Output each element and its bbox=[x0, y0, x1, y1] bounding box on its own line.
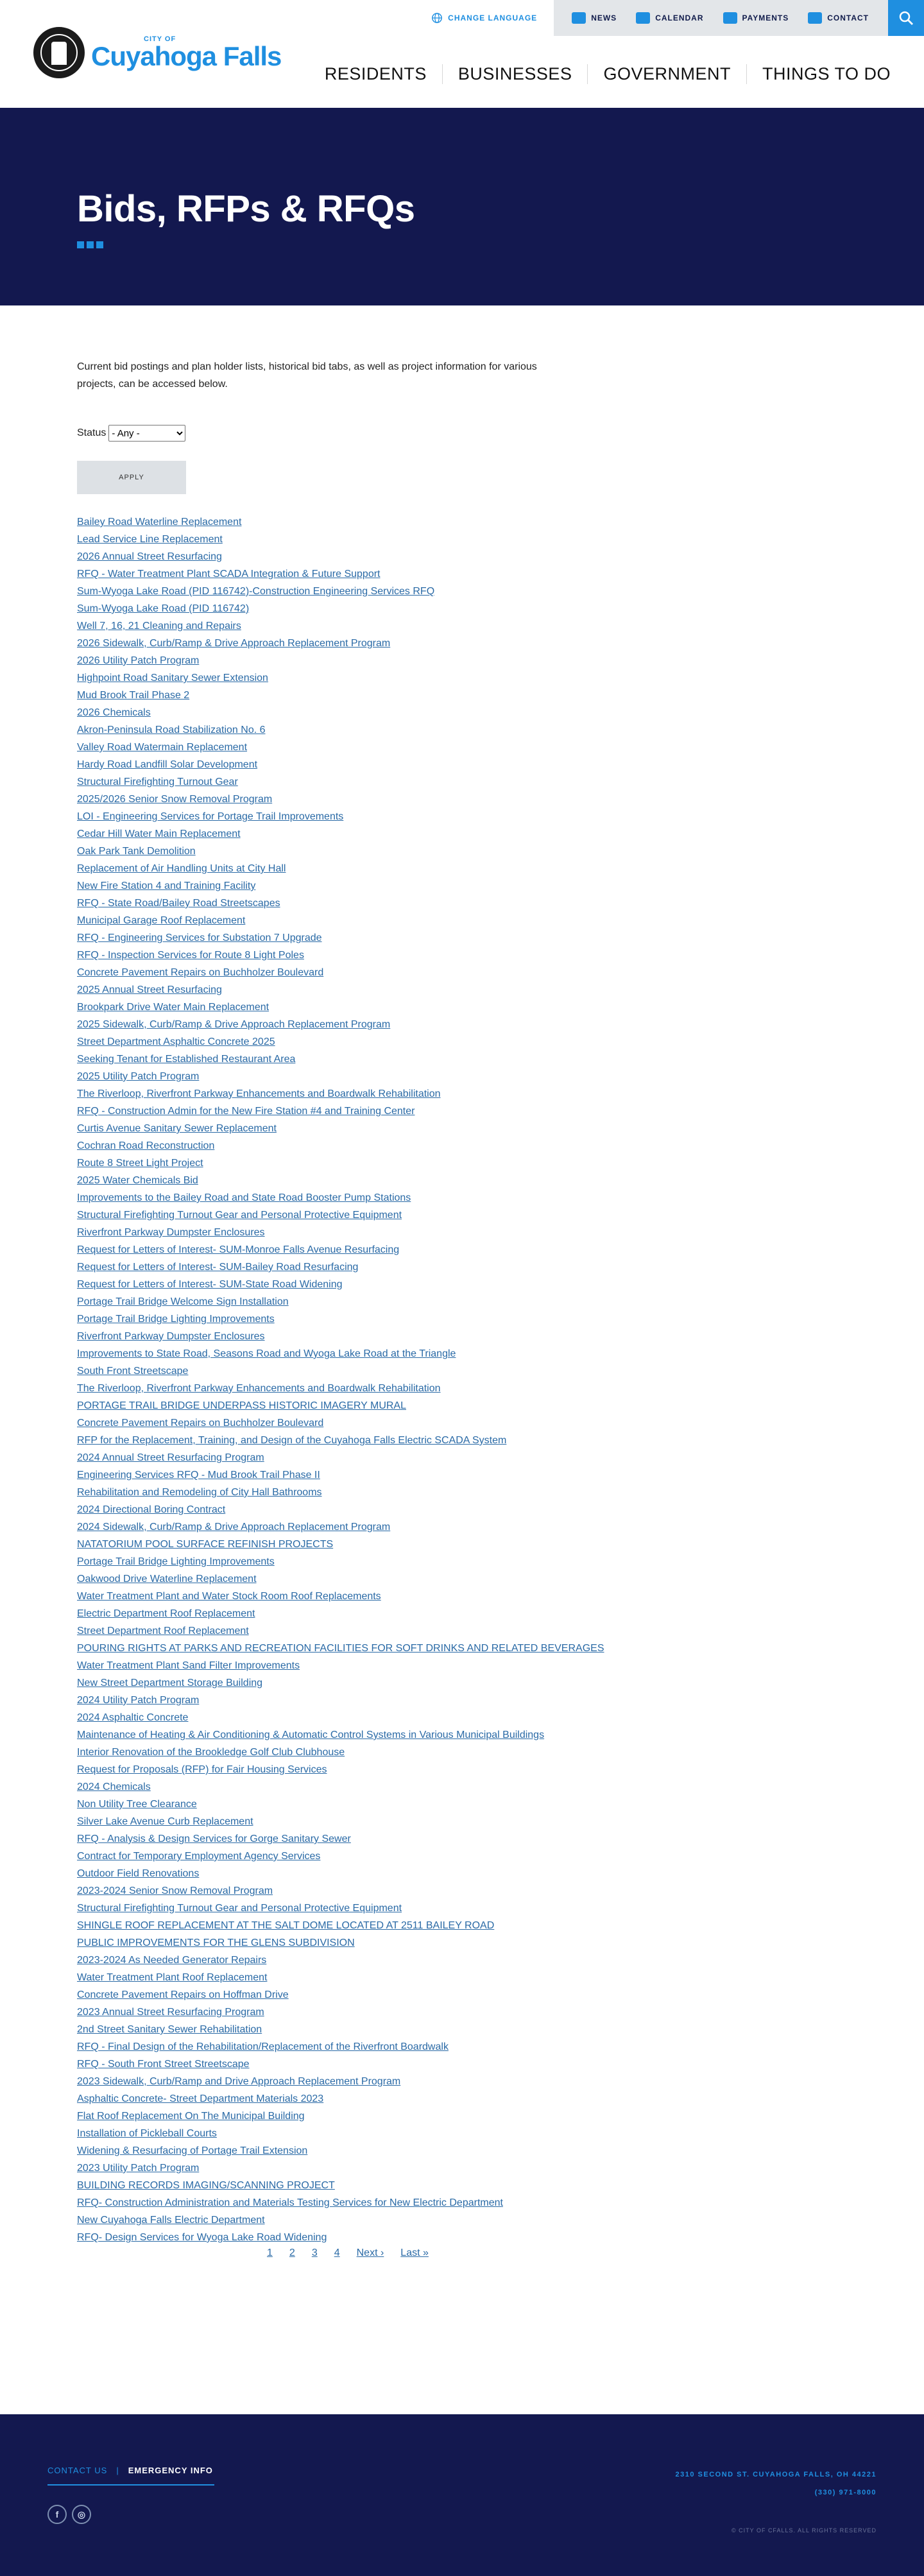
bid-link[interactable]: RFQ - Inspection Services for Route 8 Light Poles bbox=[77, 950, 304, 961]
list-item bbox=[77, 1414, 847, 1432]
bid-link[interactable]: Street Department Roof Replacement bbox=[77, 1626, 249, 1636]
list-item bbox=[77, 1345, 847, 1362]
bid-link[interactable]: Well 7, 16, 21 Cleaning and Repairs bbox=[77, 621, 241, 631]
list-item bbox=[77, 1813, 847, 1830]
bid-link[interactable]: 2023 Annual Street Resurfacing Program bbox=[77, 2007, 264, 2018]
list-item bbox=[77, 2125, 847, 2142]
list-item bbox=[77, 1969, 847, 1986]
bid-link[interactable]: The Riverloop, Riverfront Parkway Enhancements and Boardwalk Rehabilitation bbox=[77, 1088, 441, 1099]
bid-link[interactable]: Structural Firefighting Turnout Gear and Personal Protective Equipment bbox=[77, 1210, 402, 1221]
bid-link[interactable]: Concrete Pavement Repairs on Hoffman Drive bbox=[77, 1989, 289, 2000]
bid-link[interactable]: RFQ- Design Services for Wyoga Lake Road Widening bbox=[77, 2232, 327, 2243]
page-link-1[interactable]: 1 bbox=[267, 2247, 273, 2258]
emergency-info-link[interactable]: EMERGENCY INFO bbox=[128, 2466, 213, 2475]
bid-link[interactable]: RFQ - Water Treatment Plant SCADA Integration & Future Support bbox=[77, 569, 381, 580]
nav-residents[interactable]: RESIDENTS bbox=[309, 64, 443, 84]
contact-icon bbox=[808, 12, 822, 24]
list-item bbox=[77, 2142, 847, 2160]
list-item bbox=[77, 1172, 847, 1189]
bid-link[interactable]: 2023-2024 As Needed Generator Repairs bbox=[77, 1955, 267, 1966]
list-item bbox=[77, 2038, 847, 2056]
next-page-link[interactable]: Next › bbox=[356, 2247, 384, 2258]
list-item bbox=[77, 583, 847, 600]
list-item bbox=[77, 1016, 847, 1033]
list-item bbox=[77, 860, 847, 877]
bid-link[interactable]: Contract for Temporary Employment Agency Services bbox=[77, 1851, 321, 1862]
bid-link[interactable]: Cochran Road Reconstruction bbox=[77, 1140, 215, 1151]
pagination bbox=[77, 2247, 847, 2259]
bid-link[interactable]: RFQ - State Road/Bailey Road Streetscapes bbox=[77, 898, 280, 909]
bid-link[interactable]: Silver Lake Avenue Curb Replacement bbox=[77, 1816, 253, 1827]
list-item bbox=[77, 1536, 847, 1553]
list-item bbox=[77, 1380, 847, 1397]
bid-link[interactable]: Hardy Road Landfill Solar Development bbox=[77, 759, 258, 770]
logo-city-name: Cuyahoga Falls bbox=[91, 40, 282, 71]
change-language-link[interactable] bbox=[415, 0, 554, 36]
news-link[interactable] bbox=[572, 12, 617, 24]
list-item bbox=[77, 877, 847, 895]
bid-link[interactable]: POURING RIGHTS AT PARKS AND RECREATION FACILITIES FOR SOFT DRINKS AND RELATED BEVERAGES bbox=[77, 1643, 604, 1654]
bid-link[interactable]: 2023 Sidewalk, Curb/Ramp and Drive Approach Replacement Program bbox=[77, 2076, 401, 2087]
list-item bbox=[77, 2108, 847, 2125]
list-item bbox=[77, 704, 847, 721]
last-page-link[interactable]: Last » bbox=[400, 2247, 429, 2258]
list-item bbox=[77, 1726, 603, 1744]
list-item bbox=[77, 1934, 847, 1952]
list-item bbox=[77, 513, 847, 531]
bid-link[interactable]: Oakwood Drive Waterline Replacement bbox=[77, 1574, 257, 1584]
list-item bbox=[77, 1484, 847, 1501]
page-link-4[interactable]: 4 bbox=[334, 2247, 340, 2258]
payments-icon bbox=[723, 12, 737, 24]
list-item bbox=[77, 1033, 847, 1051]
list-item bbox=[77, 652, 847, 669]
bid-link[interactable]: Electric Department Roof Replacement bbox=[77, 1608, 255, 1619]
bid-link[interactable]: Interior Renovation of the Brookledge Golf Club Clubhouse bbox=[77, 1747, 345, 1758]
title-accent bbox=[77, 241, 103, 248]
bid-link[interactable]: Request for Letters of Interest- SUM-State Road Widening bbox=[77, 1279, 343, 1290]
list-item bbox=[77, 1848, 847, 1865]
bid-link[interactable]: 2026 Sidewalk, Curb/Ramp & Drive Approach Replacement Program bbox=[77, 638, 391, 649]
list-item bbox=[77, 1640, 847, 1657]
bid-link[interactable]: Lead Service Line Replacement bbox=[77, 534, 223, 545]
bid-link[interactable]: Oak Park Tank Demolition bbox=[77, 846, 196, 857]
list-item bbox=[77, 531, 847, 548]
city-logo[interactable] bbox=[33, 27, 281, 78]
list-item bbox=[77, 1397, 847, 1414]
list-item bbox=[77, 843, 847, 860]
bid-link[interactable]: 2nd Street Sanitary Sewer Rehabilitation bbox=[77, 2024, 262, 2035]
list-item bbox=[77, 565, 847, 583]
bid-link[interactable]: Structural Firefighting Turnout Gear and Personal Protective Equipment bbox=[77, 1903, 402, 1914]
list-item bbox=[77, 1137, 847, 1155]
bid-link[interactable]: Widening & Resurfacing of Portage Trail Extension bbox=[77, 2145, 308, 2156]
bid-link[interactable]: Water Treatment Plant and Water Stock Room Roof Replacements bbox=[77, 1591, 381, 1602]
list-item bbox=[77, 1900, 847, 1917]
bid-link[interactable]: Route 8 Street Light Project bbox=[77, 1158, 203, 1169]
list-item bbox=[77, 669, 847, 687]
bid-link[interactable]: 2024 Directional Boring Contract bbox=[77, 1504, 226, 1515]
bid-link[interactable]: Portage Trail Bridge Welcome Sign Installation bbox=[77, 1296, 289, 1307]
bid-link[interactable]: 2024 Chemicals bbox=[77, 1782, 151, 1792]
bid-link[interactable]: 2024 Utility Patch Program bbox=[77, 1695, 200, 1706]
bid-link[interactable]: SHINGLE ROOF REPLACEMENT AT THE SALT DOME LOCATED AT 2511 BAILEY ROAD bbox=[77, 1920, 495, 1931]
page-hero bbox=[0, 108, 924, 305]
bid-link[interactable]: 2026 Annual Street Resurfacing bbox=[77, 551, 222, 562]
list-item bbox=[77, 1103, 847, 1120]
news-icon bbox=[572, 12, 586, 24]
list-item bbox=[77, 617, 847, 635]
list-item bbox=[77, 981, 847, 999]
footer-address: 2310 SECOND ST. CUYAHOGA FALLS, OH 44221 bbox=[675, 2471, 877, 2478]
contact-link[interactable] bbox=[808, 12, 869, 24]
list-item bbox=[77, 895, 847, 912]
bid-link[interactable]: Engineering Services RFQ - Mud Brook Trail Phase II bbox=[77, 1470, 320, 1481]
search-icon bbox=[898, 10, 914, 26]
contact-label: CONTACT bbox=[827, 13, 869, 22]
list-item bbox=[77, 2160, 847, 2177]
payments-link[interactable] bbox=[723, 12, 789, 24]
bid-link[interactable]: Sum-Wyoga Lake Road (PID 116742) bbox=[77, 603, 250, 614]
list-item bbox=[77, 1224, 847, 1241]
list-item bbox=[77, 999, 847, 1016]
bid-link[interactable]: RFP for the Replacement, Training, and Design of the Cuyahoga Falls Electric SCADA System bbox=[77, 1435, 507, 1446]
bid-link[interactable]: Improvements to the Bailey Road and State Road Booster Pump Stations bbox=[77, 1192, 411, 1203]
list-item bbox=[77, 1466, 847, 1484]
bid-link[interactable]: Valley Road Watermain Replacement bbox=[77, 742, 248, 753]
bid-link[interactable]: 2025 Utility Patch Program bbox=[77, 1071, 200, 1082]
bid-link[interactable]: 2024 Annual Street Resurfacing Program bbox=[77, 1452, 264, 1463]
status-label: Status bbox=[77, 427, 107, 438]
list-item bbox=[77, 1692, 847, 1709]
list-item bbox=[77, 1432, 603, 1449]
instagram-icon[interactable]: ◎ bbox=[72, 2505, 91, 2524]
bid-link[interactable]: Curtis Avenue Sanitary Sewer Replacement bbox=[77, 1123, 277, 1134]
nav-businesses[interactable]: BUSINESSES bbox=[443, 64, 588, 84]
list-item bbox=[77, 1241, 847, 1258]
list-item bbox=[77, 1986, 847, 2004]
bid-link[interactable]: RFQ - Engineering Services for Substation 7 Upgrade bbox=[77, 932, 322, 943]
bid-link[interactable]: Municipal Garage Roof Replacement bbox=[77, 915, 246, 926]
list-item bbox=[77, 964, 847, 981]
bid-link[interactable]: 2024 Asphaltic Concrete bbox=[77, 1712, 189, 1723]
list-item bbox=[77, 1952, 847, 1969]
bid-link[interactable]: Installation of Pickleball Courts bbox=[77, 2128, 217, 2139]
list-item bbox=[77, 1882, 847, 1900]
list-item bbox=[77, 1293, 847, 1310]
bid-link[interactable]: Request for Letters of Interest- SUM-Monroe Falls Avenue Resurfacing bbox=[77, 1244, 400, 1255]
facebook-icon[interactable]: f bbox=[47, 2505, 67, 2524]
list-item bbox=[77, 1258, 847, 1276]
bid-link[interactable]: Structural Firefighting Turnout Gear bbox=[77, 777, 238, 787]
list-item bbox=[77, 1622, 847, 1640]
bid-link[interactable]: New Street Department Storage Building bbox=[77, 1678, 263, 1688]
change-language-label: CHANGE LANGUAGE bbox=[448, 13, 538, 22]
bid-link[interactable]: RFQ - South Front Street Streetscape bbox=[77, 2059, 250, 2070]
bid-link[interactable]: Riverfront Parkway Dumpster Enclosures bbox=[77, 1331, 265, 1342]
main-content bbox=[0, 305, 924, 2353]
list-item bbox=[77, 756, 847, 773]
bid-link[interactable]: The Riverloop, Riverfront Parkway Enhancements and Boardwalk Rehabilitation bbox=[77, 1383, 441, 1394]
bid-link[interactable]: Highpoint Road Sanitary Sewer Extension bbox=[77, 673, 268, 683]
list-item bbox=[77, 1588, 847, 1605]
list-item bbox=[77, 1605, 847, 1622]
bid-link[interactable]: Improvements to State Road, Seasons Road and Wyoga Lake Road at the Triangle bbox=[77, 1348, 456, 1359]
bid-link[interactable]: 2023-2024 Senior Snow Removal Program bbox=[77, 1885, 273, 1896]
bid-link[interactable]: 2025/2026 Senior Snow Removal Program bbox=[77, 794, 273, 805]
list-item bbox=[77, 1796, 847, 1813]
list-item bbox=[77, 1155, 847, 1172]
list-item bbox=[77, 1518, 847, 1536]
list-item bbox=[77, 600, 847, 617]
list-item bbox=[77, 1830, 847, 1848]
list-item bbox=[77, 1761, 847, 1778]
list-item bbox=[77, 1449, 847, 1466]
list-item bbox=[77, 929, 847, 947]
nav-government[interactable]: GOVERNMENT bbox=[588, 64, 747, 84]
bid-link[interactable]: Non Utility Tree Clearance bbox=[77, 1799, 197, 1810]
globe-icon bbox=[431, 12, 443, 24]
footer-separator: | bbox=[116, 2466, 119, 2475]
list-item bbox=[77, 1085, 847, 1103]
bid-link[interactable]: Water Treatment Plant Sand Filter Improvements bbox=[77, 1660, 300, 1671]
list-item bbox=[77, 1051, 847, 1068]
bid-link[interactable]: Sum-Wyoga Lake Road (PID 116742)-Construction Engineering Services RFQ bbox=[77, 586, 435, 597]
calendar-label: CALENDAR bbox=[655, 13, 704, 22]
bid-link[interactable]: PUBLIC IMPROVEMENTS FOR THE GLENS SUBDIVISION bbox=[77, 1937, 355, 1948]
list-item bbox=[77, 1120, 847, 1137]
list-item bbox=[77, 1310, 847, 1328]
bid-link[interactable]: Portage Trail Bridge Lighting Improvements bbox=[77, 1314, 275, 1325]
news-label: NEWS bbox=[591, 13, 617, 22]
bid-link[interactable]: Street Department Asphaltic Concrete 2025 bbox=[77, 1036, 275, 1047]
bid-link[interactable]: RFQ - Analysis & Design Services for Gorge Sanitary Sewer bbox=[77, 1833, 351, 1844]
list-item bbox=[77, 2021, 847, 2038]
bid-link[interactable]: Brookpark Drive Water Main Replacement bbox=[77, 1002, 270, 1013]
list-item bbox=[77, 2229, 847, 2246]
social-links bbox=[47, 2505, 214, 2524]
bid-link[interactable]: Concrete Pavement Repairs on Buchholzer Boulevard bbox=[77, 1418, 324, 1429]
footer-copyright: © CITY OF CFALLS. ALL RIGHTS RESERVED bbox=[731, 2527, 877, 2534]
bid-link[interactable]: Portage Trail Bridge Lighting Improvements bbox=[77, 1556, 275, 1567]
payments-label: PAYMENTS bbox=[742, 13, 789, 22]
logo-city-of: CITY OF bbox=[144, 35, 176, 43]
list-item bbox=[77, 1709, 847, 1726]
list-item bbox=[77, 1362, 847, 1380]
bid-link[interactable]: PORTAGE TRAIL BRIDGE UNDERPASS HISTORIC IMAGERY MURAL bbox=[77, 1400, 406, 1411]
bid-link[interactable]: 2026 Utility Patch Program bbox=[77, 655, 200, 666]
bid-link[interactable]: NATATORIUM POOL SURFACE REFINISH PROJECTS bbox=[77, 1539, 334, 1550]
bid-link[interactable]: New Fire Station 4 and Training Facility bbox=[77, 880, 256, 891]
bid-link[interactable]: South Front Streetscape bbox=[77, 1366, 189, 1377]
list-item bbox=[77, 912, 847, 929]
site-header bbox=[0, 0, 924, 108]
list-item bbox=[77, 548, 847, 565]
bid-link[interactable]: Flat Roof Replacement On The Municipal Building bbox=[77, 2111, 305, 2122]
bid-link[interactable]: Outdoor Field Renovations bbox=[77, 1868, 200, 1879]
list-item bbox=[77, 773, 847, 791]
status-select[interactable] bbox=[108, 425, 185, 442]
bid-link[interactable]: Mud Brook Trail Phase 2 bbox=[77, 690, 190, 701]
list-item bbox=[77, 825, 847, 843]
list-item bbox=[77, 635, 847, 652]
list-item bbox=[77, 808, 847, 825]
bid-link[interactable]: Concrete Pavement Repairs on Buchholzer Boulevard bbox=[77, 967, 324, 978]
bid-link[interactable]: Request for Letters of Interest- SUM-Bailey Road Resurfacing bbox=[77, 1262, 359, 1273]
bid-link[interactable]: Rehabilitation and Remodeling of City Hall Bathrooms bbox=[77, 1487, 322, 1498]
list-item bbox=[77, 721, 847, 739]
list-item bbox=[77, 2073, 847, 2090]
page-link-2[interactable]: 2 bbox=[289, 2247, 295, 2258]
bid-link[interactable]: RFQ - Final Design of the Rehabilitation/Replacement of the Riverfront Boardwalk bbox=[77, 2041, 449, 2052]
list-item bbox=[77, 1657, 847, 1674]
nav-things-to-do[interactable]: THINGS TO DO bbox=[762, 64, 891, 83]
footer-phone[interactable]: (330) 971-8000 bbox=[814, 2489, 877, 2496]
list-item bbox=[77, 687, 847, 704]
list-item bbox=[77, 739, 847, 756]
bid-link[interactable]: Maintenance of Heating & Air Conditioning & Automatic Control Systems in Various Municipal Buildings bbox=[77, 1730, 545, 1740]
main-nav bbox=[309, 64, 891, 84]
apply-button[interactable]: APPLY bbox=[77, 461, 186, 494]
bid-link[interactable]: 2026 Chemicals bbox=[77, 707, 151, 718]
list-item bbox=[77, 1206, 847, 1224]
status-filter bbox=[77, 425, 847, 442]
site-footer bbox=[0, 2414, 924, 2576]
bid-link[interactable]: RFQ - Construction Admin for the New Fire Station #4 and Training Center bbox=[77, 1106, 415, 1117]
bid-link[interactable]: 2025 Annual Street Resurfacing bbox=[77, 984, 222, 995]
list-item bbox=[77, 1276, 847, 1293]
city-seal-icon bbox=[33, 27, 85, 78]
calendar-link[interactable] bbox=[636, 12, 703, 24]
bid-link[interactable]: Asphaltic Concrete- Street Department Materials 2023 bbox=[77, 2093, 324, 2104]
bid-link[interactable]: 2023 Utility Patch Program bbox=[77, 2163, 200, 2174]
utility-bar bbox=[415, 0, 924, 36]
list-item bbox=[77, 2056, 847, 2073]
list-item bbox=[77, 1570, 847, 1588]
list-item bbox=[77, 2211, 847, 2229]
list-item bbox=[77, 791, 847, 808]
bid-link[interactable]: New Cuyahoga Falls Electric Department bbox=[77, 2215, 265, 2226]
list-item bbox=[77, 2194, 603, 2211]
bid-link[interactable]: BUILDING RECORDS IMAGING/SCANNING PROJECT bbox=[77, 2180, 335, 2191]
list-item bbox=[77, 2004, 847, 2021]
page-link-3[interactable]: 3 bbox=[311, 2247, 318, 2258]
bid-link[interactable]: Cedar Hill Water Main Replacement bbox=[77, 829, 241, 839]
bid-link[interactable]: Riverfront Parkway Dumpster Enclosures bbox=[77, 1227, 265, 1238]
list-item bbox=[77, 1778, 847, 1796]
bid-link[interactable]: Request for Proposals (RFP) for Fair Housing Services bbox=[77, 1764, 327, 1775]
list-item bbox=[77, 1068, 847, 1085]
contact-us-link[interactable]: CONTACT US bbox=[47, 2466, 108, 2475]
bid-link[interactable]: Akron-Peninsula Road Stabilization No. 6 bbox=[77, 725, 266, 735]
bids-list bbox=[77, 513, 847, 2246]
bid-link[interactable]: Bailey Road Waterline Replacement bbox=[77, 517, 242, 528]
list-item bbox=[77, 1189, 847, 1206]
bid-link[interactable]: Water Treatment Plant Roof Replacement bbox=[77, 1972, 268, 1983]
list-item bbox=[77, 2177, 847, 2194]
bid-link[interactable]: LOI - Engineering Services for Portage Trail Improvements bbox=[77, 811, 344, 822]
list-item bbox=[77, 1328, 847, 1345]
list-item bbox=[77, 1917, 847, 1934]
bid-link[interactable]: Replacement of Air Handling Units at City Hall bbox=[77, 863, 286, 874]
list-item bbox=[77, 1744, 847, 1761]
bid-link[interactable]: Seeking Tenant for Established Restaurant Area bbox=[77, 1054, 296, 1065]
list-item bbox=[77, 1501, 847, 1518]
intro-text: Current bid postings and plan holder lists, historical bid tabs, as well as project information for various projects, can be accessed below. bbox=[77, 361, 537, 390]
bid-link[interactable]: 2025 Sidewalk, Curb/Ramp & Drive Approach Replacement Program bbox=[77, 1019, 391, 1030]
bid-link[interactable]: RFQ- Construction Administration and Materials Testing Services for New Electric Department bbox=[77, 2197, 503, 2208]
list-item bbox=[77, 1865, 847, 1882]
bid-link[interactable]: 2025 Water Chemicals Bid bbox=[77, 1175, 198, 1186]
calendar-icon bbox=[636, 12, 650, 24]
list-item bbox=[77, 2090, 847, 2108]
list-item bbox=[77, 1553, 847, 1570]
list-item bbox=[77, 1674, 847, 1692]
page-title: Bids, RFPs & RFQs bbox=[77, 188, 415, 230]
list-item bbox=[77, 947, 847, 964]
search-button[interactable] bbox=[888, 0, 924, 36]
bid-link[interactable]: 2024 Sidewalk, Curb/Ramp & Drive Approach Replacement Program bbox=[77, 1522, 391, 1533]
utility-links bbox=[554, 0, 888, 36]
